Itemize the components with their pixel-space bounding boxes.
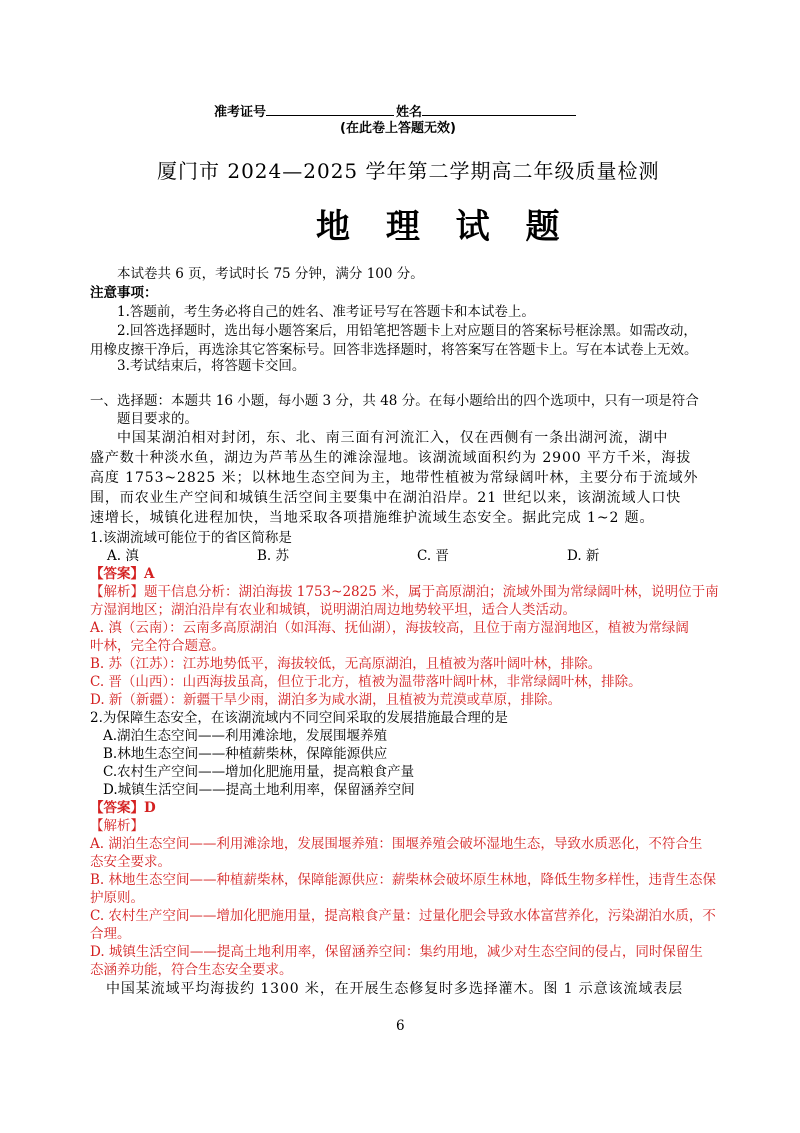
passage-line: 盛产数十种淡水鱼，湖边为芦苇丛生的滩涂湿地。该湖流域面积约为 2900 平方千米，海拔 xyxy=(90,450,692,466)
analysis-line: 护原则。 xyxy=(90,890,144,906)
analysis-line: A. 滇（云南）：云南多高原湖泊（如洱海、抚仙湖），海拔较高，且位于南方湿润地区，植被为常绿阔 xyxy=(90,620,689,636)
exam-id-label: 准考证号 xyxy=(214,105,267,120)
analysis-line: 合理。 xyxy=(90,926,131,942)
passage-line: 围，而农业生产空间和城镇生活空间主要集中在湖泊沿岸。21 世纪以来，该湖流域人口快 xyxy=(90,490,682,506)
question-stem: 1.该湖流域可能位于的省区简称是 xyxy=(90,530,292,546)
question-stem: 2.为保障生态安全，在该湖流域内不同空间采取的发展措施最合理的是 xyxy=(90,710,508,726)
analysis-line: D. 新（新疆）：新疆干旱少雨，湖泊多为咸水湖，且植被为荒漠或草原，排除。 xyxy=(90,692,562,708)
notice-item: 3.考试结束后，将答题卡交回。 xyxy=(117,358,306,374)
passage-line: 中国某流域平均海拔约 1300 米，在开展生态修复时多选择灌木。图 1 示意该流域表层 xyxy=(106,981,684,997)
answer-label: 【答案】A xyxy=(90,566,155,582)
exam-id-blank xyxy=(266,101,394,116)
section-heading-cont: 题目要求的。 xyxy=(117,411,198,427)
exam-subtitle: 厦门市 2024—2025 学年第二学期高二年级质量检测 xyxy=(157,159,660,183)
analysis-line: 【解析】题干信息分析：湖泊海拔 1753~2825 米，属于高原湖泊；流域外围为常绿阔叶林，说明位于南 xyxy=(90,584,719,600)
analysis-line: 态安全要求。 xyxy=(90,854,171,870)
option-a: A. 滇 xyxy=(107,548,139,564)
option-d: D.城镇生活空间——提高土地利用率，保留涵养空间 xyxy=(103,782,415,798)
page-title: 地 理 试 题 xyxy=(316,207,572,247)
passage-line: 中国某湖泊相对封闭，东、北、南三面有河流汇入，仅在西侧有一条出湖河流，湖中 xyxy=(117,430,669,446)
option-d: D. 新 xyxy=(567,548,600,564)
exam-info: 本试卷共 6 页，考试时长 75 分钟，满分 100 分。 xyxy=(117,266,424,282)
notice-item: 2.回答选择题时，选出每小题答案后，用铅笔把答题卡上对应题目的答案标号框涂黑。如需改动， xyxy=(117,323,697,339)
option-a: A.湖泊生态空间——利用滩涂地，发展围堰养殖 xyxy=(103,728,388,744)
invalid-note: (在此卷上答题无效) xyxy=(340,121,456,136)
analysis-line: 【解析】 xyxy=(90,818,144,834)
answer-label: 【答案】D xyxy=(90,800,156,816)
page-number: 6 xyxy=(396,1018,405,1034)
option-c: C.农村生产空间——增加化肥施用量，提高粮食产量 xyxy=(103,764,415,780)
passage-line: 高度 1753~2825 米；以林地生态空间为主，地带性植被为常绿阔叶林，主要分布于流域外 xyxy=(90,470,699,486)
exam-id-field xyxy=(214,101,576,122)
analysis-line: 态涵养功能，符合生态安全要求。 xyxy=(90,962,293,978)
notice-item: 1.答题前，考生务必将自己的姓名、准考证号写在答题卡和本试卷上。 xyxy=(117,304,535,320)
analysis-line: C. 晋（山西）：山西海拔虽高，但位于北方，植被为温带落叶阔叶林，非常绿阔叶林，排除。 xyxy=(90,674,642,690)
option-b: B. 苏 xyxy=(257,548,290,564)
analysis-line: B. 林地生态空间——种植薪柴林，保障能源供应：薪柴林会破坏原生林地，降低生物多样性，违背生态保 xyxy=(90,872,717,888)
analysis-line: D. 城镇生活空间——提高土地利用率，保留涵养空间：集约用地，减少对生态空间的侵占，同时保留生 xyxy=(90,944,703,960)
analysis-line: 叶林，完全符合题意。 xyxy=(90,638,225,654)
passage-line: 速增长，城镇化进程加快，当地采取各项措施维护流域生态安全。据此完成 1~2 题。 xyxy=(90,510,655,526)
option-c: C. 晋 xyxy=(417,548,449,564)
name-label: 姓名 xyxy=(396,105,423,120)
analysis-line: C. 农村生产空间——增加化肥施用量，提高粮食产量：过量化肥会导致水体富营养化，污染湖泊水质，不 xyxy=(90,908,716,924)
analysis-line: 方湿润地区；湖泊沿岸有农业和城镇，说明湖泊周边地势较平坦，适合人类活动。 xyxy=(90,602,576,618)
notice-heading: 注意事项： xyxy=(90,285,158,301)
section-heading: 一、选择题：本题共 16 小题，每小题 3 分，共 48 分。在每小题给出的四个选项中，只有一项是符合 xyxy=(90,393,699,409)
name-blank xyxy=(422,101,576,116)
analysis-line: B. 苏（江苏）：江苏地势低平，海拔较低，无高原湖泊，且植被为落叶阔叶林，排除。 xyxy=(90,656,602,672)
option-b: B.林地生态空间——种植薪柴林，保障能源供应 xyxy=(103,746,388,762)
notice-item: 用橡皮擦干净后，再选涂其它答案标号。回答非选择题时，将答案写在答题卡上。写在本试卷上无效。 xyxy=(90,342,698,358)
analysis-line: A. 湖泊生态空间——利用滩涂地，发展围堰养殖：围堰养殖会破坏湿地生态，导致水质恶化，不符合生 xyxy=(90,836,703,852)
